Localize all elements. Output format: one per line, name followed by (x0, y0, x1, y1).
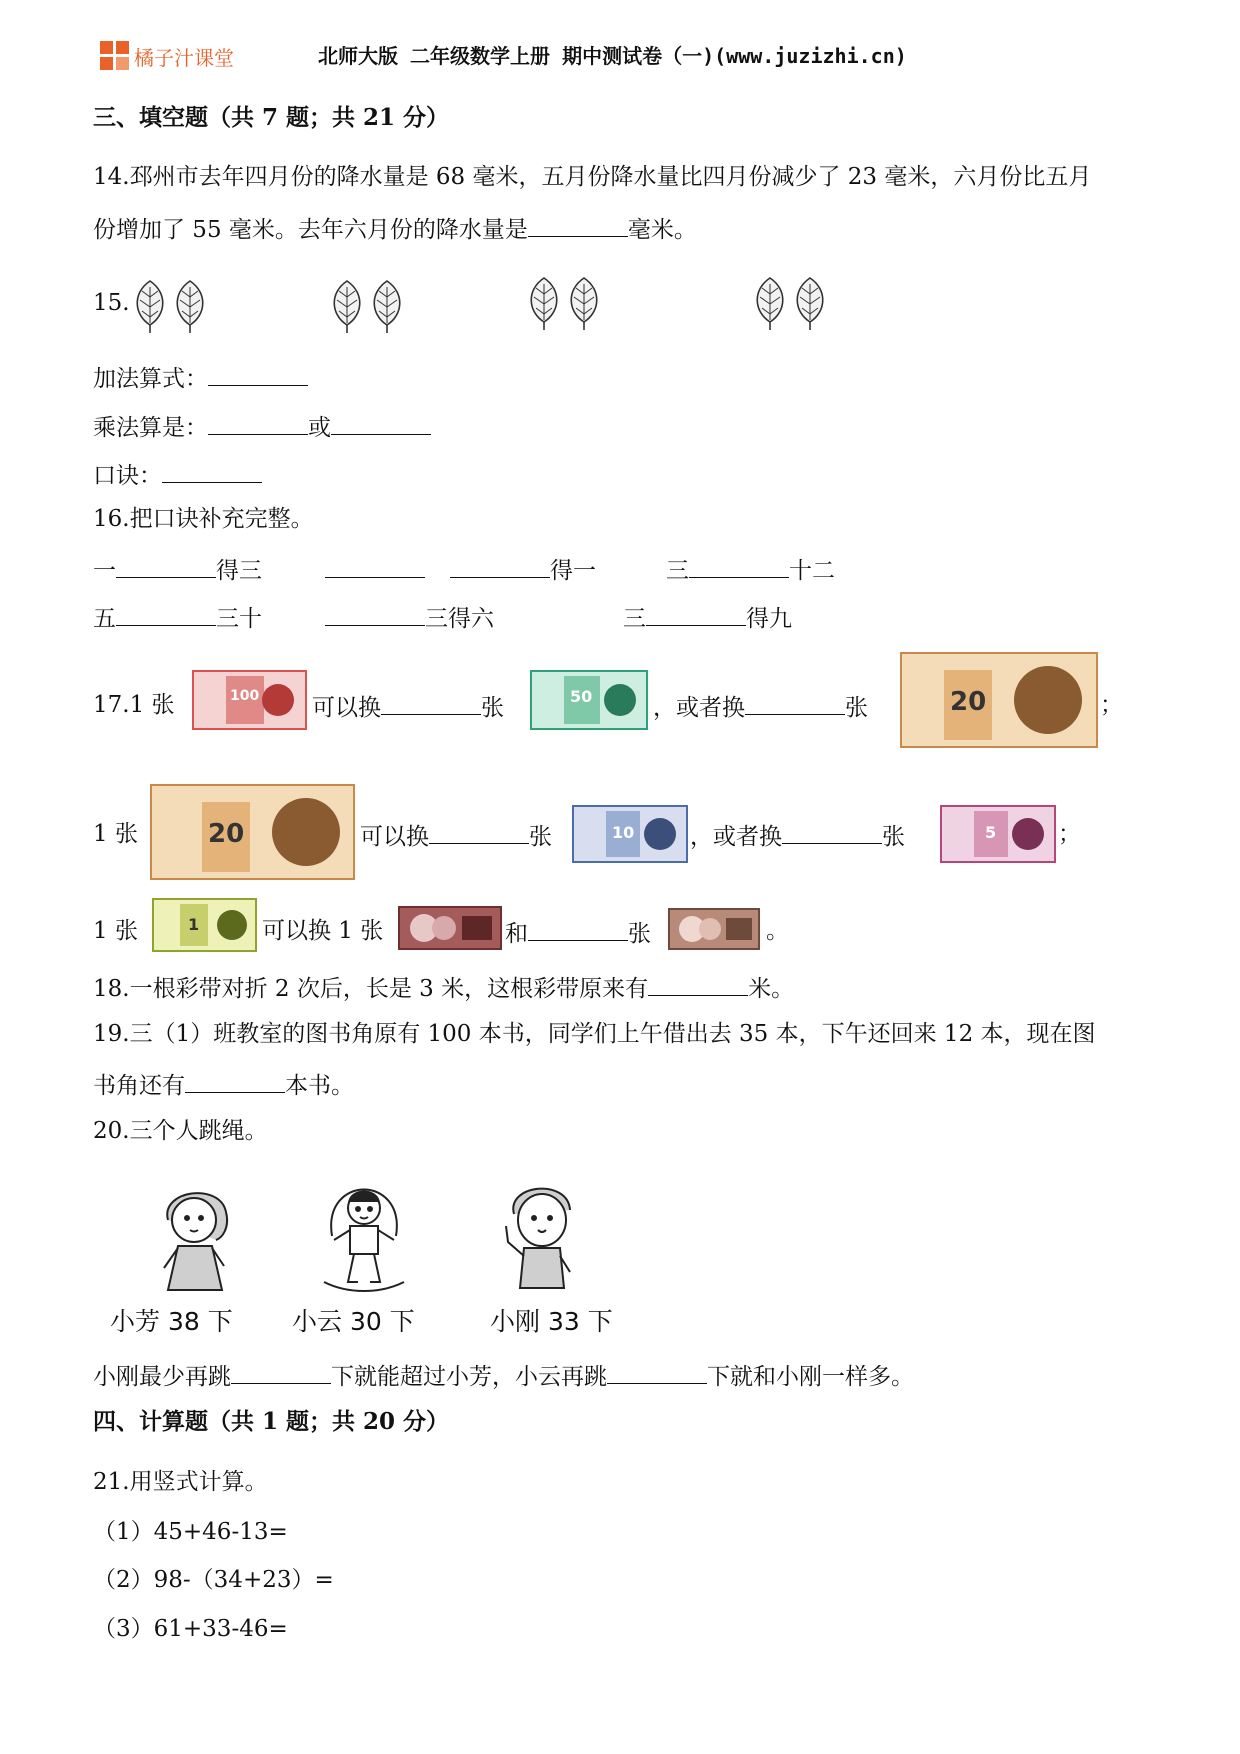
answer-blank[interactable] (450, 553, 550, 578)
banknote-5jiao-icon (398, 906, 502, 950)
q20-question: 小刚最少再跳 下就能超过小芳，小云再跳 下就和小刚一样多。 (93, 1359, 914, 1392)
banknote-100-icon (192, 670, 307, 730)
answer-blank[interactable] (607, 1359, 707, 1384)
rhyme-item (325, 553, 425, 586)
q18-line: 18.一根彩带对折 2 次后，长是 3 米，这根彩带原来有 米。 (93, 971, 794, 1004)
logo-icon (100, 41, 130, 71)
q17-row1-pre: 17.1 张 (93, 692, 175, 718)
banknote-20-icon (150, 784, 355, 880)
answer-blank[interactable] (745, 690, 845, 715)
answer-blank[interactable] (208, 361, 308, 386)
svg-text:20: 20 (208, 819, 245, 849)
q14-line1: 14.邳州市去年四月份的降水量是 68 毫米，五月份降水量比四月份减少了 23 毫米，六月份比五月 (93, 164, 1092, 190)
svg-text:50: 50 (570, 687, 593, 706)
jump-rope-kid-icon (318, 1164, 410, 1296)
kid-caption: 小云 30 下 (292, 1307, 415, 1336)
boy-figure-icon (494, 1176, 584, 1294)
answer-blank[interactable] (429, 819, 529, 844)
q17-row1-semi: ； (1100, 692, 1123, 718)
q17-row3-end: 。 (766, 918, 789, 944)
q15-rhyme-line: 口诀： (93, 458, 262, 491)
q15-mul-line: 乘法算是： 或 (93, 410, 431, 443)
rhyme-item: 得一 (450, 553, 596, 586)
answer-blank[interactable] (528, 916, 628, 941)
q17-row2-mid: 可以换 张 (360, 819, 552, 852)
q17-row3-mid: 可以换 1 张 (262, 918, 384, 944)
section-title: 三、填空题（共 7 题；共 21 分） (93, 104, 450, 131)
banknote-50-icon (530, 670, 648, 730)
rhyme-item: 一 得三 (93, 553, 262, 586)
q19-line1: 19.三（1）班教室的图书角原有 100 本书，同学们上午借出去 35 本，下午还回来 12 本，现在图 (93, 1021, 1096, 1047)
svg-text:20: 20 (950, 687, 987, 717)
rhyme-item: 三 十二 (666, 553, 835, 586)
answer-blank[interactable] (331, 410, 431, 435)
section-title: 四、计算题（共 1 题；共 20 分） (93, 1408, 450, 1435)
svg-text:10: 10 (612, 823, 635, 842)
answer-blank[interactable] (208, 410, 308, 435)
q17-row1-mid: 可以换 张 (312, 690, 504, 723)
q17-row3-pre: 1 张 (93, 918, 138, 944)
banknote-20-icon (900, 652, 1098, 748)
leaf-pair-icon (128, 275, 218, 335)
q17-row2-or: ，或者换 张 (690, 819, 905, 852)
q17-row3-and: 和 张 (505, 916, 651, 949)
rhyme-item: 五 三十 (93, 601, 262, 634)
answer-blank[interactable] (381, 690, 481, 715)
answer-blank[interactable] (528, 212, 628, 237)
answer-blank[interactable] (648, 971, 748, 996)
answer-blank[interactable] (325, 601, 425, 626)
q20-title: 20.三个人跳绳。 (93, 1118, 268, 1144)
q17-row2-semi: ； (1058, 821, 1081, 847)
q17-row1-or: ，或者换 张 (653, 690, 868, 723)
answer-blank[interactable] (689, 553, 789, 578)
q19-line2: 书角还有 本书。 (93, 1068, 354, 1101)
girl-figure-icon (150, 1180, 240, 1295)
answer-blank[interactable] (782, 819, 882, 844)
svg-text:1: 1 (188, 915, 200, 934)
leaf-pair-icon (748, 272, 838, 332)
kid-caption: 小芳 38 下 (110, 1307, 233, 1336)
calc-item: （3）61+33-46= (93, 1616, 288, 1642)
banknote-1jiao-icon (668, 908, 760, 950)
svg-text:5: 5 (985, 823, 997, 842)
leaf-pair-icon (325, 275, 415, 335)
kid-caption: 小刚 33 下 (490, 1307, 613, 1336)
rhyme-item: 三得六 (325, 601, 494, 634)
banknote-1-icon (152, 898, 257, 952)
q15-number: 15. (93, 290, 130, 316)
banknote-5-icon (940, 805, 1056, 863)
q14-line2: 份增加了 55 毫米。去年六月份的降水量是 毫米。 (93, 212, 697, 245)
answer-blank[interactable] (162, 458, 262, 483)
svg-text:100: 100 (230, 688, 260, 704)
answer-blank[interactable] (231, 1359, 331, 1384)
rhyme-item: 三 得九 (623, 601, 792, 634)
banknote-10-icon (572, 805, 688, 863)
header-title: 北师大版 二年级数学上册 期中测试卷（一)(www.juzizhi.cn) (318, 44, 907, 68)
q21-title: 21.用竖式计算。 (93, 1469, 268, 1495)
q17-row2-pre: 1 张 (93, 821, 138, 847)
answer-blank[interactable] (646, 601, 746, 626)
calc-item: （1）45+46-13= (93, 1519, 288, 1545)
answer-blank[interactable] (185, 1068, 285, 1093)
answer-blank[interactable] (116, 553, 216, 578)
q15-add-line: 加法算式： (93, 361, 308, 394)
answer-blank[interactable] (116, 601, 216, 626)
leaf-pair-icon (522, 272, 612, 332)
answer-blank[interactable] (325, 553, 425, 578)
logo-text: 橘子汁课堂 (134, 46, 234, 70)
q16-title: 16.把口诀补充完整。 (93, 506, 314, 532)
calc-item: （2）98-（34+23）= (93, 1567, 334, 1593)
